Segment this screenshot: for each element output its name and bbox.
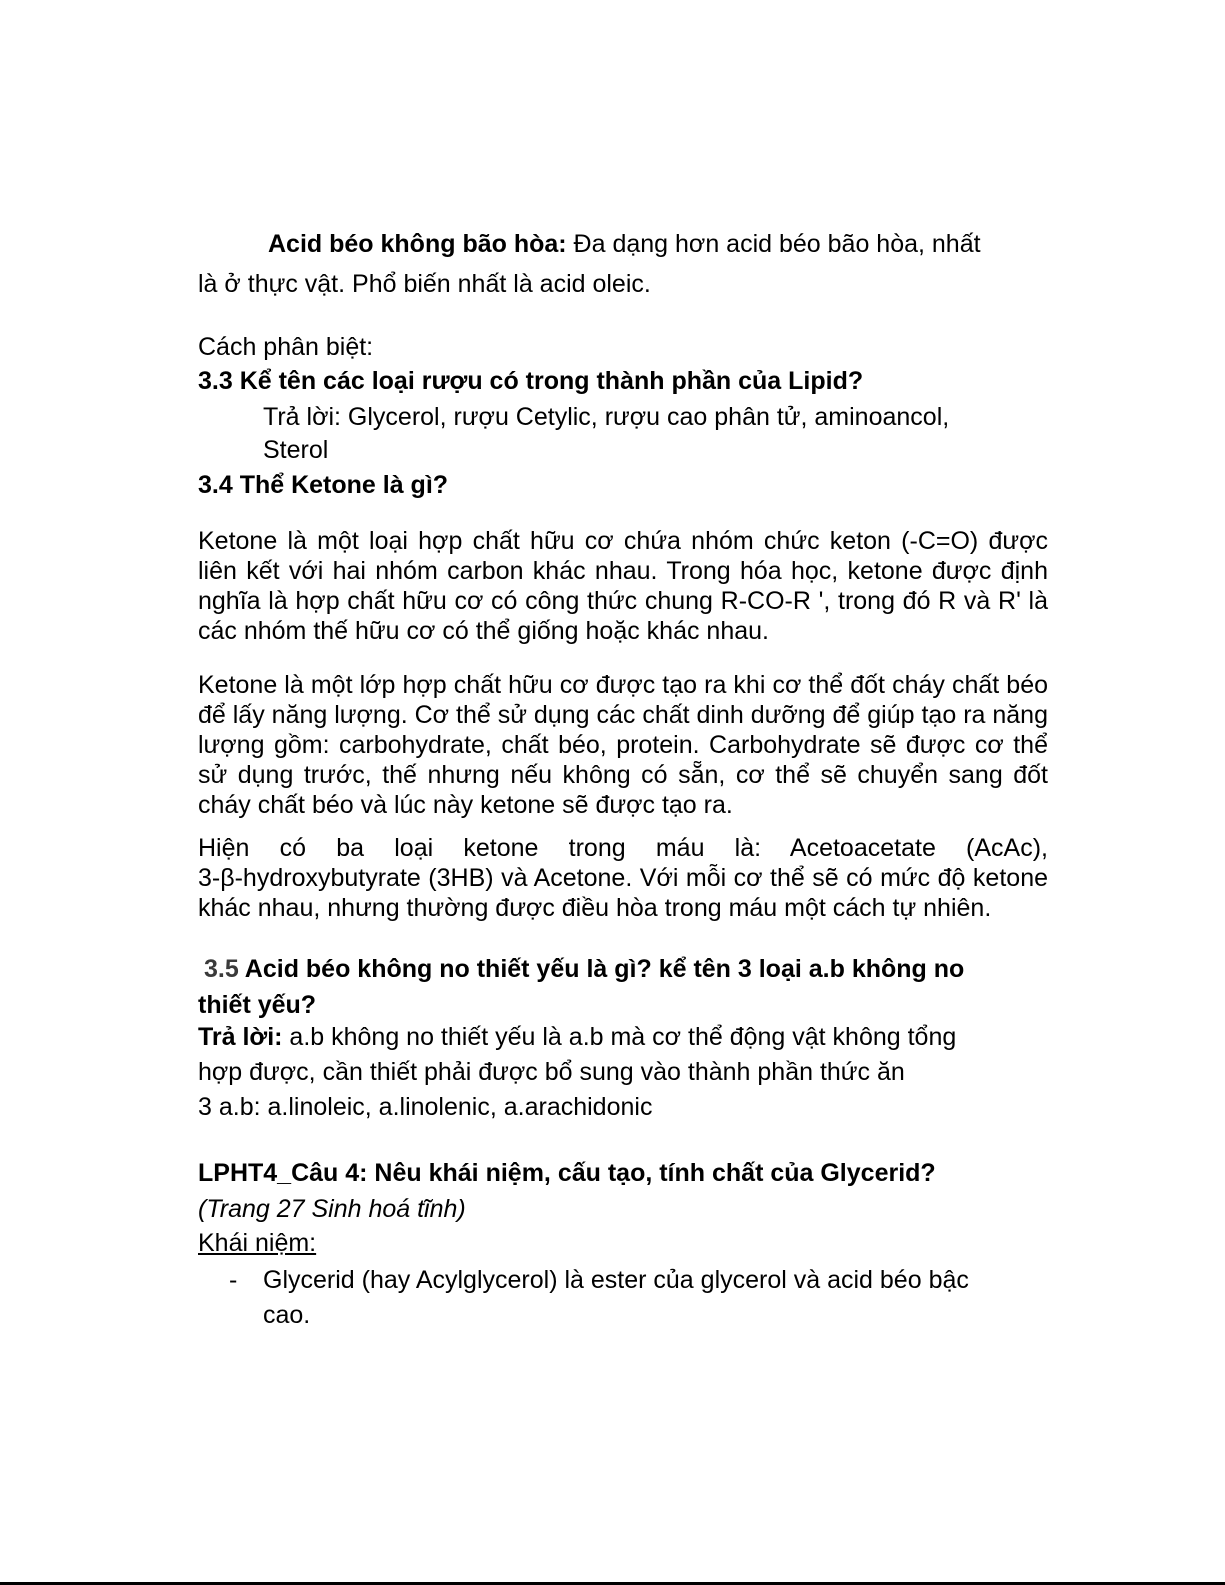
q4-title: LPHT4_Câu 4: Nêu khái niệm, cấu tạo, tính chất của Glycerid? (198, 1159, 936, 1187)
q34-para-3 (198, 833, 1048, 923)
q35-title-text-1: Acid béo không no thiết yếu là gì? kể tên 3 loại a.b không no (238, 955, 965, 983)
definition-bullet (198, 1263, 1058, 1333)
q4-reference: (Trang 27 Sinh hoá tĩnh) (198, 1195, 466, 1223)
q34-title: 3.4 Thể Ketone là gì? (198, 471, 449, 499)
q34-para-2: Ketone là một lớp hợp chất hữu cơ được tạo ra khi cơ thể đốt cháy chất béo để lấy năng lượng. Cơ thể sử dụng các chất dinh dưỡng để giúp tạo ra năng lượng gồm: carbohydrate, chất béo, protein. Carbohydrate sẽ được cơ thể sử dụng trước, thế nhưng nếu không có sẵn, cơ thể sẽ chuyển sang đốt cháy chất béo và lúc này ketone sẽ được tạo ra. (198, 671, 1048, 819)
bullet-text (198, 1263, 1058, 1333)
unsaturated-label: Acid béo không bão hòa: (268, 230, 567, 258)
distinguish-label: Cách phân biệt: (198, 333, 374, 361)
bullet-line-1: Glycerid (hay Acylglycerol) là ester của glycerol và acid béo bậc (263, 1266, 969, 1294)
q35-answer-line-3: 3 a.b: a.linoleic, a.linolenic, a.arachidonic (198, 1093, 653, 1121)
q34-para-3-line-1: Hiện có ba loại ketone trong máu là: Acetoacetate (AcAc), (198, 834, 1048, 862)
unsaturated-fatty-acid-paragraph (198, 229, 1048, 299)
q35-title-line-1 (198, 951, 1048, 987)
q33-title: 3.3 Kể tên các loại rượu có trong thành phần của Lipid? (198, 367, 864, 395)
q35-title-line-2: thiết yếu? (198, 991, 317, 1019)
q33-answer (263, 401, 1053, 467)
bullet-line-2: cao. (263, 1301, 311, 1329)
definition-heading (198, 1228, 1048, 1258)
q35-answer (198, 1020, 1048, 1125)
q33-answer-line-2: Sterol (263, 436, 329, 464)
q34-para-3-rest: 3-β-hydroxybutyrate (3HB) và Acetone. Với mỗi cơ thể sẽ có mức độ ketone khác nhau, nhưng thường được điều hòa trong máu một cách tự nhiên. (198, 864, 1048, 922)
unsaturated-text-1: Đa dạng hơn acid béo bão hòa, nhất (566, 230, 981, 258)
definition-heading-text: Khái niệm: (198, 1229, 317, 1257)
q35-title (198, 951, 1048, 1023)
q35-number: 3.5 (204, 955, 239, 983)
q33-answer-line-1: Trả lời: Glycerol, rượu Cetylic, rượu cao phân tử, aminoancol, (263, 403, 950, 431)
bullet-marker: - (229, 1266, 238, 1294)
q35-answer-text-1: a.b không no thiết yếu là a.b mà cơ thể động vật không tổng (282, 1023, 957, 1051)
unsaturated-line-1 (198, 229, 1048, 259)
q34-para-1: Ketone là một loại hợp chất hữu cơ chứa nhóm chức keton (-C=O) được liên kết với hai nhóm carbon khác nhau. Trong hóa học, ketone được định nghĩa là hợp chất hữu cơ có công thức chung R-CO-R ', trong đó R và R' là các nhóm thế hữu cơ có thể giống hoặc khác nhau. (198, 527, 1048, 645)
q35-answer-line-1 (198, 1020, 1048, 1055)
unsaturated-line-2: là ở thực vật. Phổ biến nhất là acid oleic. (198, 270, 651, 298)
q35-answer-label: Trả lời: (198, 1023, 283, 1051)
q35-answer-line-2: hợp được, cần thiết phải được bổ sung vào thành phần thức ăn (198, 1058, 905, 1086)
